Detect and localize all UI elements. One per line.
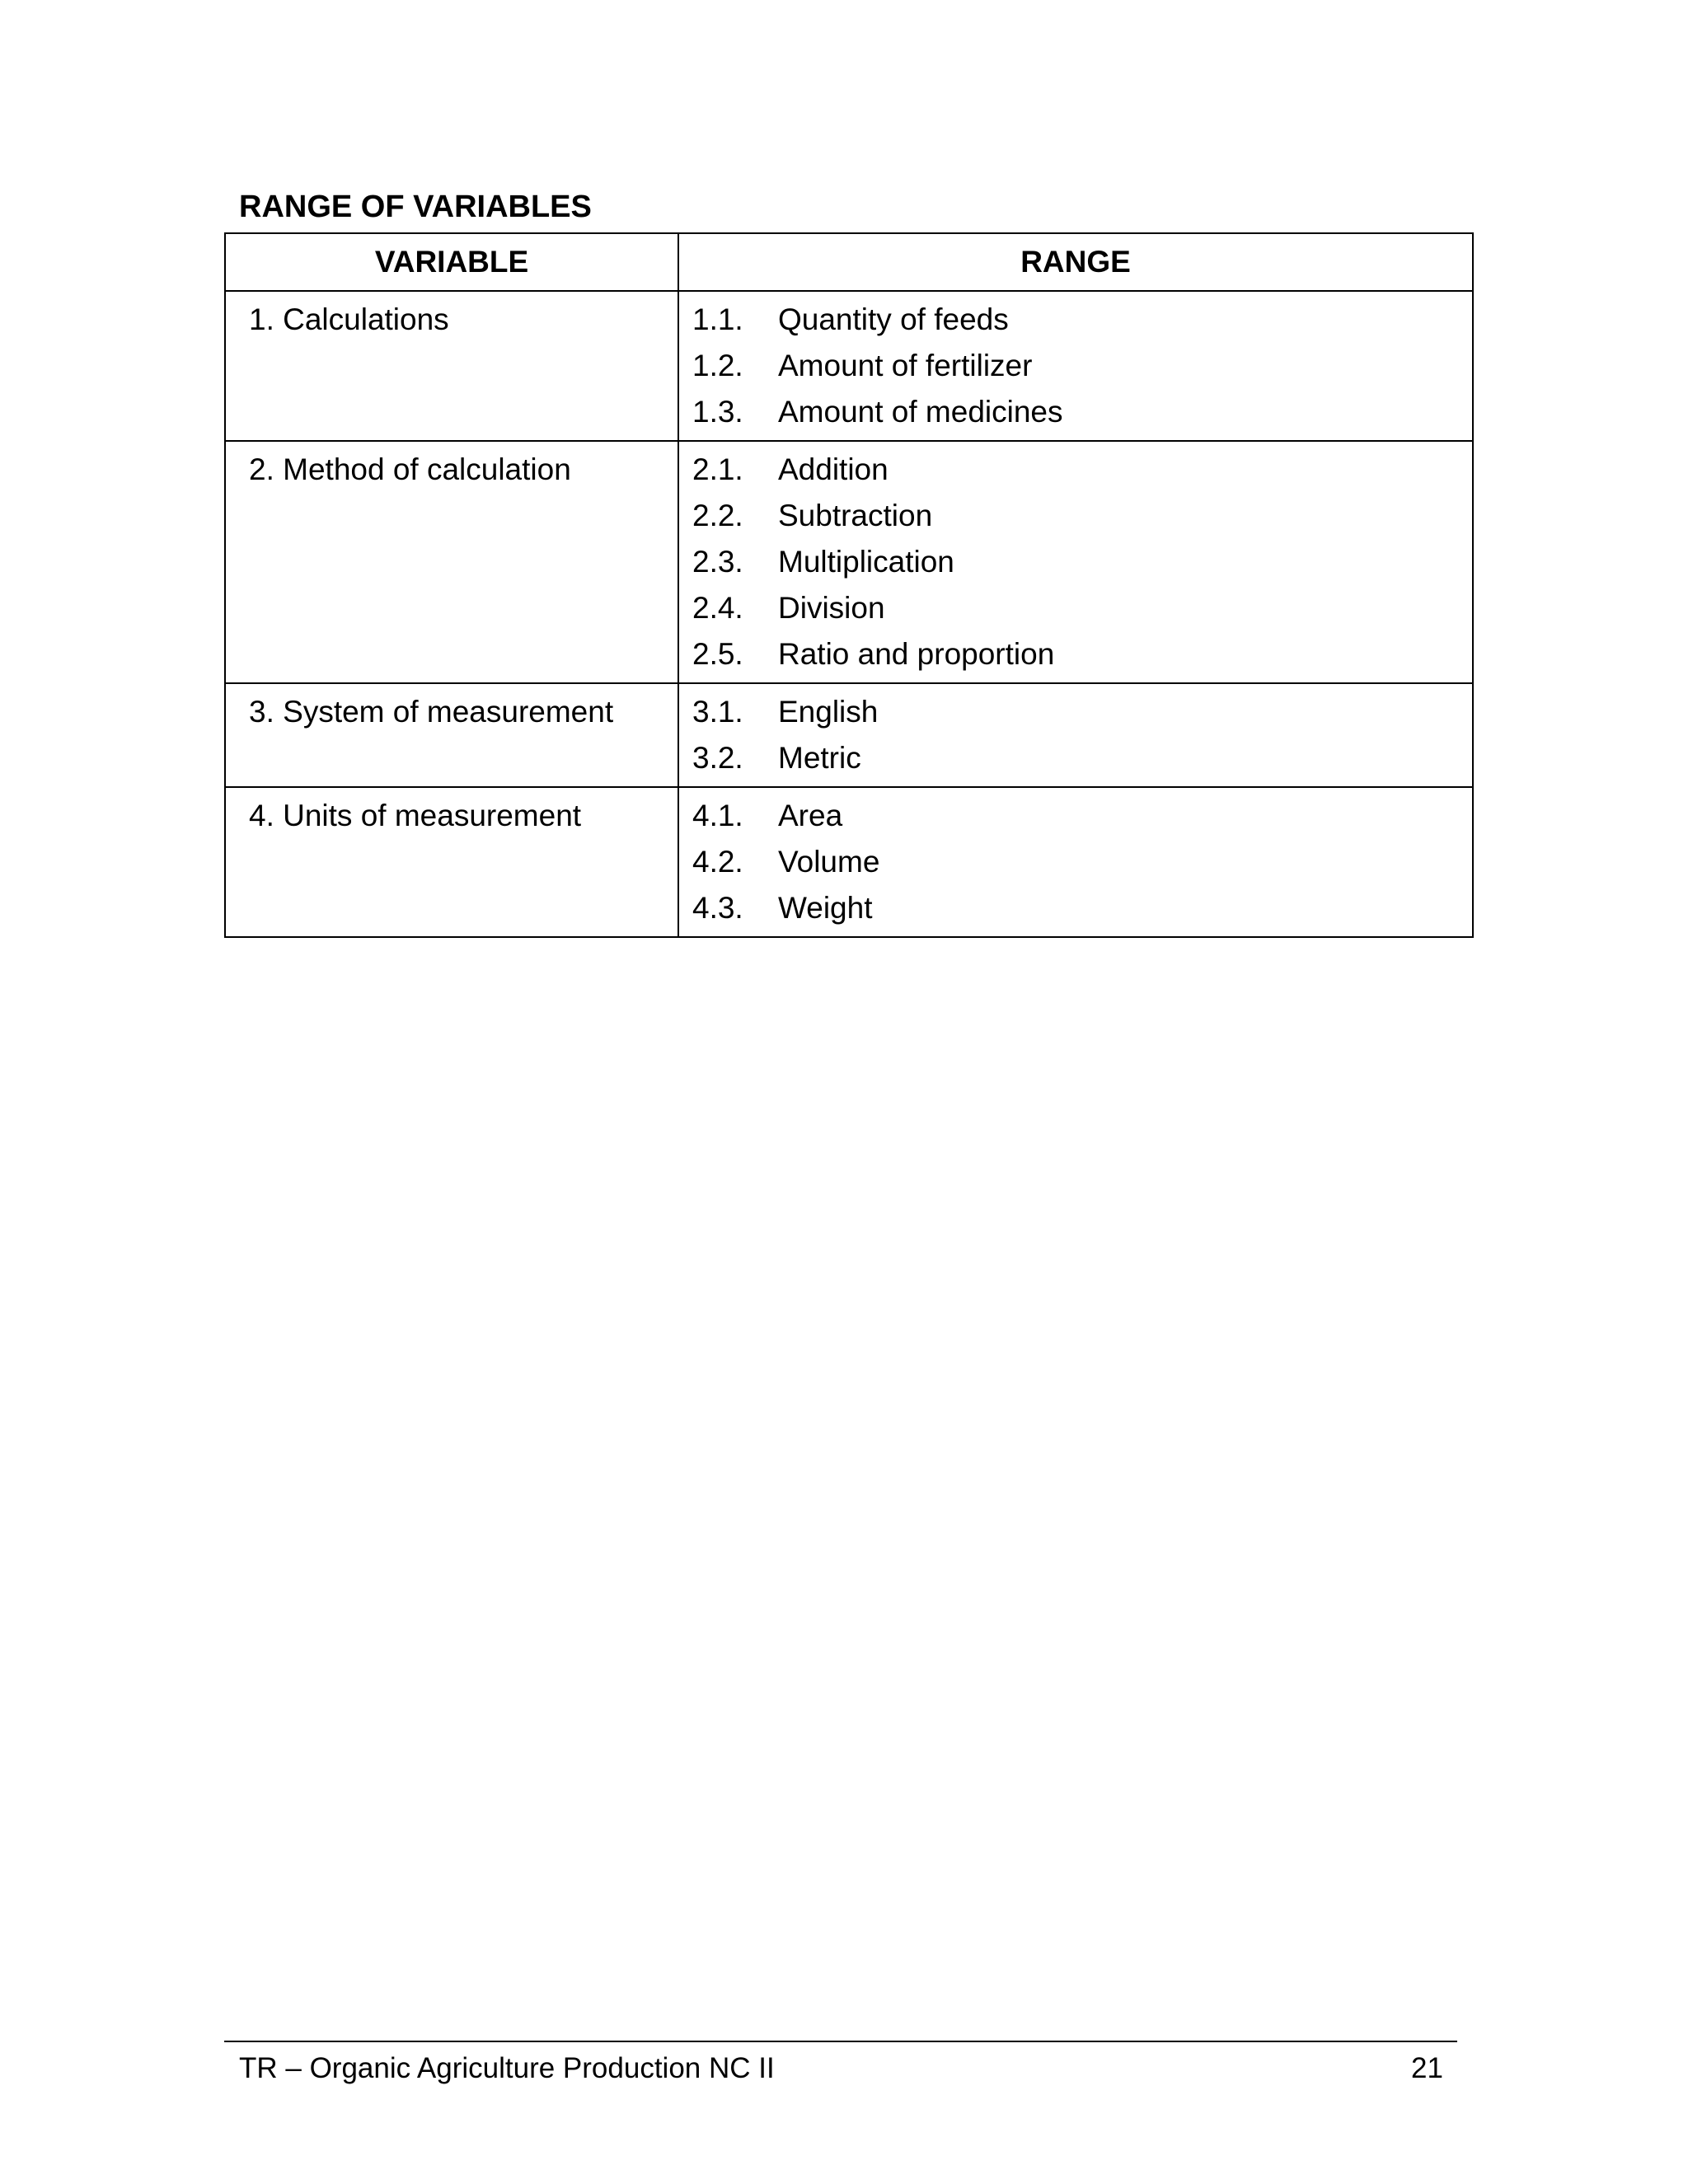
table-row (225, 787, 1473, 937)
table-row (225, 291, 1473, 441)
range-item (692, 539, 1472, 585)
range-item-text: Subtraction (778, 499, 933, 532)
range-item-number: 4.2. (692, 845, 743, 879)
table-row (225, 441, 1473, 683)
range-item (692, 585, 1472, 631)
range-cell (678, 787, 1473, 937)
range-item-text: Addition (778, 452, 889, 486)
range-item-number: 1.1. (692, 302, 743, 336)
variable-column-header: VARIABLE (225, 233, 678, 291)
range-item-text: Amount of fertilizer (778, 349, 1033, 382)
range-item (692, 447, 1472, 493)
range-cell (678, 441, 1473, 683)
variable-cell (225, 441, 678, 683)
range-item-text: Division (778, 591, 885, 625)
range-item-text: Metric (778, 741, 861, 775)
range-of-variables-table (224, 232, 1474, 938)
range-item-number: 1.3. (692, 395, 743, 429)
range-item (692, 735, 1472, 781)
variable-label: 3. System of measurement (249, 695, 614, 729)
range-item-number: 2.4. (692, 591, 743, 625)
variable-cell (225, 291, 678, 441)
range-item-text: Amount of medicines (778, 395, 1063, 429)
section-title: RANGE OF VARIABLES (239, 190, 592, 224)
range-item (692, 343, 1472, 389)
range-item-number: 4.1. (692, 799, 743, 832)
range-item-text: Ratio and proportion (778, 637, 1055, 671)
range-item-text: English (778, 695, 879, 729)
page-number: 21 (1411, 2052, 1443, 2084)
table-body (225, 291, 1473, 937)
range-item (692, 793, 1472, 839)
range-item-number: 2.1. (692, 452, 743, 486)
range-item-text: Quantity of feeds (778, 302, 1009, 336)
range-item (692, 297, 1472, 343)
range-item (692, 389, 1472, 435)
range-item-number: 3.1. (692, 695, 743, 729)
range-item-text: Weight (778, 891, 873, 925)
range-item (692, 885, 1472, 931)
range-item (692, 493, 1472, 539)
range-item-number: 2.5. (692, 637, 743, 671)
variable-label: 1. Calculations (249, 302, 449, 336)
range-item-text: Multiplication (778, 545, 954, 579)
variable-cell (225, 787, 678, 937)
variable-label: 4. Units of measurement (249, 799, 582, 832)
variable-label: 2. Method of calculation (249, 452, 571, 486)
variable-cell (225, 683, 678, 787)
table-header-row (225, 233, 1473, 291)
range-cell (678, 683, 1473, 787)
footer-rule (224, 2041, 1457, 2042)
range-item-number: 1.2. (692, 349, 743, 382)
range-item-number: 3.2. (692, 741, 743, 775)
range-item (692, 839, 1472, 885)
range-item (692, 631, 1472, 677)
range-column-header: RANGE (678, 233, 1473, 291)
range-item-number: 2.2. (692, 499, 743, 532)
range-item-text: Volume (778, 845, 880, 879)
footer-title: TR – Organic Agriculture Production NC II (239, 2052, 775, 2084)
range-cell (678, 291, 1473, 441)
range-item-text: Area (778, 799, 843, 832)
range-item (692, 689, 1472, 735)
table-row (225, 683, 1473, 787)
range-item-number: 2.3. (692, 545, 743, 579)
range-item-number: 4.3. (692, 891, 743, 925)
